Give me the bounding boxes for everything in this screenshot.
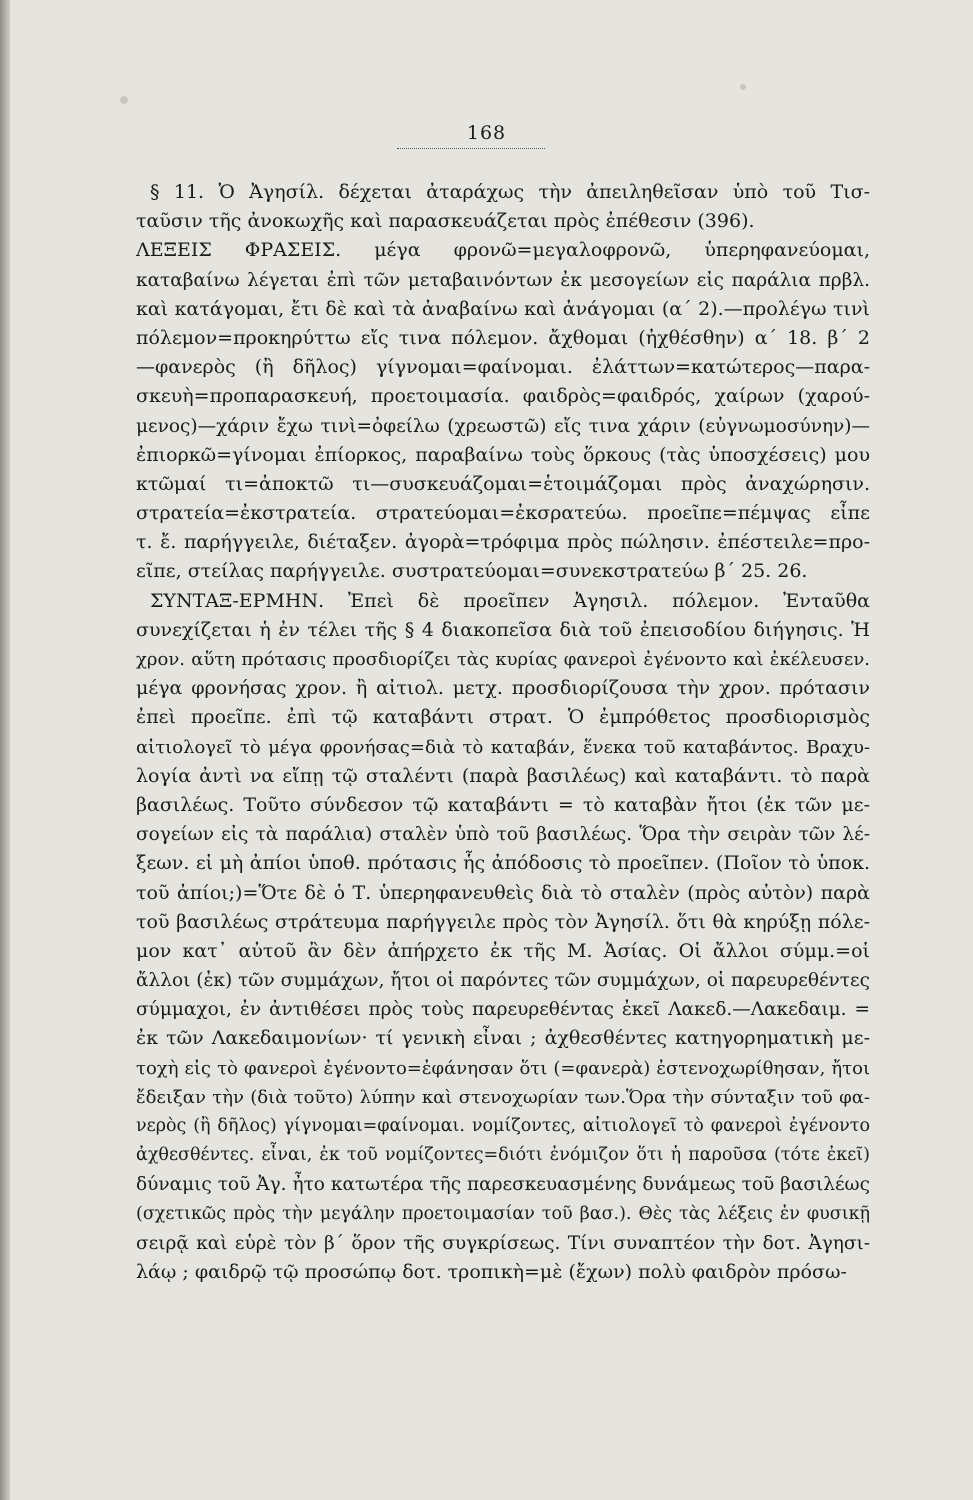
header-rule bbox=[397, 148, 545, 149]
text-line: ἔδειξαν τὴν (διὰ τοῦτο) λύπην καὶ στενοχωρίαν των.Ὅρα τὴν σύνταξιν τοῦ φα- bbox=[136, 1086, 870, 1108]
text-line: μον κατ᾽ αὐτοῦ ἂν δὲν ἀπήρχετο ἐκ τῆς Μ. Ἀσίας. Οἱ ἄλλοι σύμμ.=οἱ bbox=[136, 939, 870, 962]
text-line: ξεων. εἰ μὴ ἀπίοι ὑποθ. πρότασις ἧς ἀπόδοσις τὸ προεῖπεν. (Ποῖον τὸ ὑποκ. bbox=[136, 852, 870, 875]
text-line: σογείων εἰς τὰ παράλια) σταλὲν ὑπὸ τοῦ βασιλέως. Ὅρα τὴν σειρὰν τῶν λέ- bbox=[136, 824, 870, 846]
text-line: ταῦσιν τῆς ἀνοκωχῆς καὶ παρασκευάζεται πρὸς ἐπέθεσιν (396). bbox=[136, 210, 755, 233]
text-line: καὶ κατάγομαι, ἔτι δὲ καὶ τὰ ἀναβαίνω καὶ ἀνάγομαι (α΄ 2).—προλέγω τινὶ bbox=[136, 297, 870, 320]
text-line: ἄλλοι (ἐκ) τῶν συμμάχων, ἤτοι οἱ παρόντες τῶν συμμάχων, οἱ παρευρεθέντες bbox=[136, 970, 870, 992]
text-line: σκευὴ=προπαρασκευή, προετοιμασία. φαιδρὸς=φαιδρός, χαίρων (χαρού- bbox=[136, 385, 870, 408]
text-line: ἐπιορκῶ=γίνομαι ἐπίορκος, παραβαίνω τοὺς ὅρκους (τὰς ὑποσχέσεις) μου bbox=[136, 443, 870, 466]
text-line: τοῦ βασιλέως στράτευμα παρήγγειλε πρὸς τὸν Ἀγησίλ. ὅτι θὰ κηρύξῃ πόλε- bbox=[136, 910, 870, 933]
text-line: ἐπεὶ προεῖπε. ἐπὶ τῷ καταβάντι στρατ. Ὁ ἐμπρόθετος προσδιορισμὸς bbox=[136, 706, 870, 729]
body-text bbox=[136, 178, 870, 1287]
text-line: χρον. αὕτη πρότασις προσδιορίζει τὰς κυρίας φανεροὶ ἐγένοντο καὶ ἐκέλευσεν. bbox=[136, 649, 870, 670]
text-line: κτῶμαί τι=ἀποκτῶ τι—συσκευάζομαι=ἑτοιμάζομαι πρὸς ἀναχώρησιν. bbox=[136, 472, 870, 495]
text-line: νερὸς (ἢ δῆλος) γίγνομαι=φαίνομαι. νομίζοντες, αἰτιολογεῖ τὸ φανεροὶ ἐγένοντο bbox=[136, 1116, 870, 1136]
text-line: σύμμαχοι, ἐν ἀντιθέσει πρὸς τοὺς παρευρεθέντας ἐκεῖ Λακεδ.—Λακεδαιμ. = bbox=[136, 999, 870, 1021]
text-line: ΣΥΝΤΑΞ-ΕΡΜΗΝ. Ἐπεὶ δὲ προεῖπεν Ἀγησιλ. πόλεμον. Ἐνταῦθα bbox=[150, 589, 870, 612]
text-line: πόλεμον=προκηρύττω εἴς τινα πόλεμον. ἄχθομαι (ἠχθέσθην) α΄ 18. β΄ 2 bbox=[136, 326, 870, 349]
text-line: λογία ἀντὶ να εἴπῃ τῷ σταλέντι (παρὰ βασιλέως) καὶ καταβάντι. τὸ παρὰ bbox=[136, 764, 870, 787]
text-line: τ. ἔ. παρήγγειλε, διέταξεν. ἀγορὰ=τρόφιμα πρὸς πώλησιν. ἐπέστειλε=προ- bbox=[136, 531, 870, 554]
text-line: —φανερὸς (ἢ δῆλος) γίγνομαι=φαίνομαι. ἐλάττων=κατώτερος—παρα- bbox=[136, 356, 870, 379]
text-line: δύναμις τοῦ Ἀγ. ἦτο κατωτέρα τῆς παρεσκευασμένης δυνάμεως τοῦ βασιλέως bbox=[136, 1174, 870, 1196]
text-line: βασιλέως. Τοῦτο σύνδεσον τῷ καταβάντι = τὸ καταβὰν ἤτοι (ἐκ τῶν με- bbox=[136, 793, 870, 816]
text-line: καταβαίνω λέγεται ἐπὶ τῶν μεταβαινόντων ἐκ μεσογείων εἰς παράλια πρβλ. bbox=[136, 269, 870, 291]
text-line: τοχὴ εἰς τὸ φανεροὶ ἐγένοντο=ἐφάνησαν ὅτι (=φανερὰ) ἐστενοχωρίθησαν, ἤτοι bbox=[136, 1057, 870, 1079]
paper-spot bbox=[740, 84, 746, 90]
text-line: § 11. Ὁ Ἀγησίλ. δέχεται ἀταράχως τὴν ἀπειληθεῖσαν ὑπὸ τοῦ Τισ- bbox=[150, 181, 870, 203]
text-line: ἀχθεσθέντες. εἶναι, ἐκ τοῦ νομίζοντες=διότι ἐνόμιζον ὅτι ἡ παροῦσα (τότε ἐκεῖ) bbox=[136, 1145, 870, 1166]
page-number: 168 bbox=[466, 122, 507, 144]
text-line: στρατεία=ἐκστρατεία. στρατεύομαι=ἐκσρατεύω. προεῖπε=πέμψας εἶπε bbox=[136, 502, 870, 525]
text-line: μενος)—χάριν ἔχω τινὶ=ὀφείλω (χρεωστῶ) εἴς τινα χάριν (εὐγνωμοσύνην)— bbox=[136, 415, 870, 437]
text-line: (σχετικῶς πρὸς τὴν μεγάλην προετοιμασίαν τοῦ βασ.). Θὲς τὰς λέξεις ἐν φυσικῇ bbox=[136, 1203, 870, 1224]
text-line: εῖπε, στείλας παρήγγειλε. συστρατεύομαι=συνεκστρατεύω β΄ 25. 26. bbox=[136, 560, 808, 583]
text-line: συνεχίζεται ἡ ἐν τέλει τῆς § 4 διακοπεῖσα διὰ τοῦ ἐπεισοδίου διήγησις. Ἡ bbox=[136, 618, 870, 641]
paper-spot bbox=[120, 96, 128, 104]
text-line: αἰτιολογεῖ τὸ μέγα φρονήσας=διὰ τὸ καταβάν, ἕνεκα τοῦ καταβάντος. Βραχυ- bbox=[136, 736, 870, 758]
page-binding-edge bbox=[0, 0, 10, 1500]
text-line: τοῦ ἀπίοι;)=Ὅτε δὲ ὁ Τ. ὑπερηφανευθεὶς διὰ τὸ σταλὲν (πρὸς αὐτὸν) παρὰ bbox=[136, 881, 870, 904]
text-line: ἐκ τῶν Λακεδαιμονίων· τί γενικὴ εἶναι ; ἀχθεσθέντες κατηγορηματικὴ με- bbox=[136, 1027, 870, 1050]
text-line: σειρᾷ καὶ εὑρὲ τὸν β΄ ὅρον τῆς συγκρίσεως. Τίνι συναπτέον τὴν δοτ. Ἀγησι- bbox=[136, 1232, 870, 1254]
text-line: ΛΕΞΕΙΣ ΦΡΑΣΕΙΣ. μέγα φρονῶ=μεγαλοφρονῶ, ὑπερηφανεύομαι, bbox=[136, 239, 870, 262]
text-line: μέγα φρονήσας χρον. ἢ αἰτιολ. μετχ. προσδιορίζουσα τὴν χρον. πρότασιν bbox=[136, 677, 870, 700]
text-line: λάῳ ; φαιδρῷ τῷ προσώπῳ δοτ. τροπικὴ=μὲ (ἔχων) πολὺ φαιδρὸν πρόσω- bbox=[136, 1260, 847, 1283]
